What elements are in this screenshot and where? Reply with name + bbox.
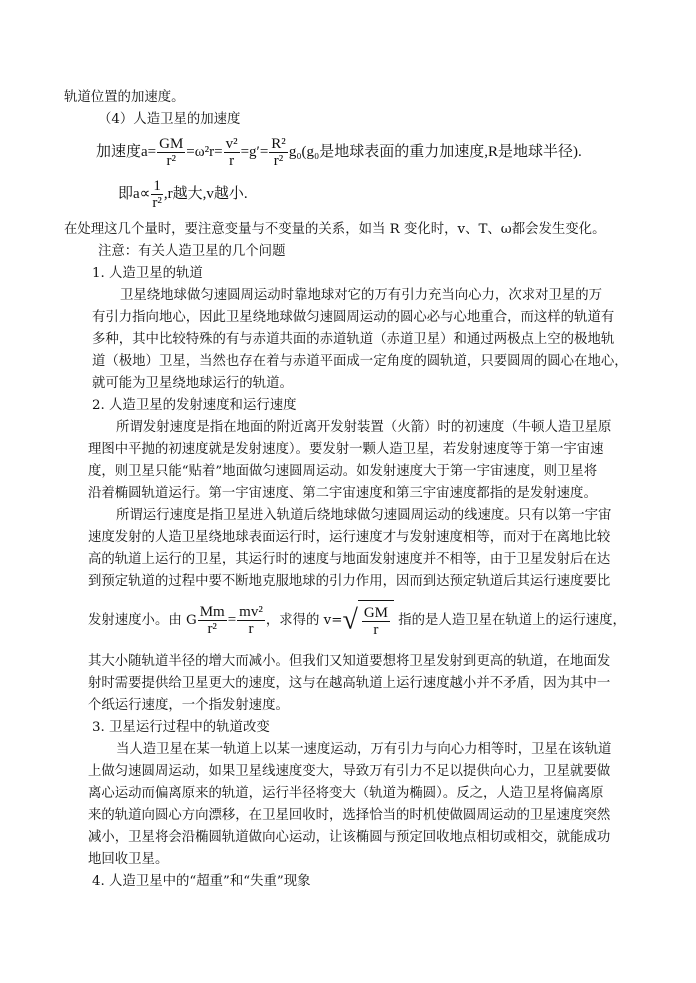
- paragraph-line: 速度发射的人造卫星绕地球表面运行时，运行速度才与发射速度相等，而对于在离地比较: [88, 530, 611, 545]
- subheading: （4）人造卫星的加速度: [98, 112, 241, 127]
- section-heading: 4. 人造卫星中的“超重”和“失重”现象: [92, 874, 311, 889]
- fraction: [224, 136, 240, 169]
- denominator: r²: [166, 153, 176, 170]
- numerator: R²: [271, 136, 286, 153]
- eq-text: ，求得的 v=: [265, 613, 343, 629]
- paragraph-line: 就可能为卫星绕地球运行的轨道。: [92, 376, 293, 391]
- section-heading: 1. 人造卫星的轨道: [92, 266, 203, 281]
- paragraph-line: 所谓发射速度是指在地面的附近离开发射装置（火箭）时的初速度（牛顿人造卫星原: [116, 420, 612, 435]
- paragraph-line: 有引力指向地心，因此卫星绕地球做匀速圆周运动的圆心必与心地重合，而这样的轨道有: [92, 310, 615, 325]
- text-line: 轨道位置的加速度。: [64, 90, 185, 105]
- paragraph-line: 到预定轨道的过程中要不断地克服地球的引力作用，因而到达预定轨道后其运行速度要比: [88, 574, 611, 589]
- eq-text: =ω²r=: [186, 144, 223, 160]
- eq-text: =g′=: [240, 144, 269, 160]
- fraction: [157, 136, 185, 169]
- fraction: [198, 604, 227, 637]
- paragraph-line: 减小，卫星将会沿椭圆轨道做向心运动，让该椭圆与预定回收地点相切或相交，就能成功: [88, 830, 611, 845]
- paragraph-line: 个纸运行速度，一个指发射速度。: [88, 698, 289, 713]
- fraction: [151, 178, 163, 211]
- square-root: [342, 600, 394, 641]
- equation-proportional: [118, 176, 248, 212]
- text-line: 在处理这几个量时，要注意变量与不变量的关系，如当 R 变化时，v、T、ω都会发生变化。: [64, 222, 606, 237]
- denominator: r²: [207, 621, 217, 638]
- numerator: Mm: [199, 604, 225, 621]
- eq-text: 即a∝: [118, 186, 151, 202]
- paragraph-line: 来的轨道向圆心方向漂移，在卫星回收时，选择恰当的时机使做圆周运动的卫星速度突然: [88, 808, 611, 823]
- paragraph-line: 多种，其中比较特殊的有与赤道共面的赤道轨道（赤道卫星）和通过两极点上空的极地轨: [92, 332, 615, 347]
- fraction: [269, 136, 288, 169]
- denominator: r: [373, 622, 379, 639]
- paragraph-line: 沿着椭圆轨道运行。第一宇宙速度、第二宇宙速度和第三宇宙速度都指的是发射速度。: [88, 486, 597, 501]
- paragraph-line: 所谓运行速度是指卫星进入轨道后绕地球做匀速圆周运动的线速度。只有以第一宇宙: [116, 508, 612, 523]
- denominator: r²: [273, 153, 284, 170]
- eq-text: g₀(g₀是地球表面的重力加速度,R是地球半径).: [288, 144, 582, 160]
- eq-text: 发射速度小。由 G: [88, 613, 197, 629]
- note-heading: 注意：有关人造卫星的几个问题: [98, 244, 286, 259]
- paragraph-line: 离心运动而偏离原来的轨道，运行半径将变大（轨道为椭圆）。反之，人造卫星将偏离原: [88, 786, 604, 801]
- denominator: r²: [152, 195, 162, 212]
- radical-sign: √: [342, 604, 358, 636]
- paragraph-line: 当人造卫星在某一轨道上以某一速度运动，万有引力与向心力相等时，卫星在该轨道: [116, 742, 612, 757]
- paragraph-line: 道（极地）卫星，当然也存在着与赤道平面成一定角度的圆轨道，只要圆周的圆心在地心，: [92, 354, 628, 369]
- denominator: r: [229, 153, 235, 170]
- radicand: [358, 600, 394, 641]
- paragraph-line: 上做匀速圆周运动，如果卫星线速度变大，导致万有引力不足以提供向心力，卫星就要做: [88, 764, 611, 779]
- numerator: 1: [153, 178, 161, 195]
- numerator: GM: [159, 136, 184, 153]
- fraction: [362, 605, 390, 638]
- eq-text: 指的是人造卫星在轨道上的运行速度，: [398, 613, 626, 629]
- equation-velocity: [88, 600, 626, 641]
- section-heading: 3. 卫星运行过程中的轨道改变: [92, 720, 270, 735]
- eq-text: =: [227, 612, 237, 629]
- fraction: [237, 604, 265, 637]
- numerator: GM: [363, 605, 388, 622]
- paragraph-line: 理图中平抛的初速度就是发射速度）。要发射一颗人造卫星，若发射速度等于第一宇宙速: [88, 442, 604, 457]
- eq-text: 加速度a=: [96, 144, 157, 160]
- equation-acceleration: [96, 134, 582, 170]
- numerator: mv²: [239, 604, 263, 621]
- numerator: v²: [225, 136, 238, 153]
- section-heading: 2. 人造卫星的发射速度和运行速度: [92, 398, 297, 413]
- paragraph-line: 地回收卫星。: [88, 852, 169, 867]
- paragraph-line: 高的轨道上运行的卫星，其运行时的速度与地面发射速度并不相等，由于卫星发射后在达: [88, 552, 611, 567]
- eq-text: ,r越大,v越小.: [163, 186, 248, 202]
- paragraph-line: 射时需要提供给卫星更大的速度，这与在越高轨道上运行速度越小并不矛盾，因为其中一: [88, 676, 611, 691]
- paragraph-line: 度，则卫星只能“贴着”地面做匀速圆周运动。如发射速度大于第一宇宙速度，则卫星将: [88, 464, 598, 479]
- paragraph-line: 其大小随轨道半径的增大而减小。但我们又知道要想将卫星发射到更高的轨道，在地面发: [88, 654, 611, 669]
- denominator: r: [248, 621, 254, 638]
- paragraph-line: 卫星绕地球做匀速圆周运动时靠地球对它的万有引力充当向心力，次求对卫星的万: [120, 288, 603, 303]
